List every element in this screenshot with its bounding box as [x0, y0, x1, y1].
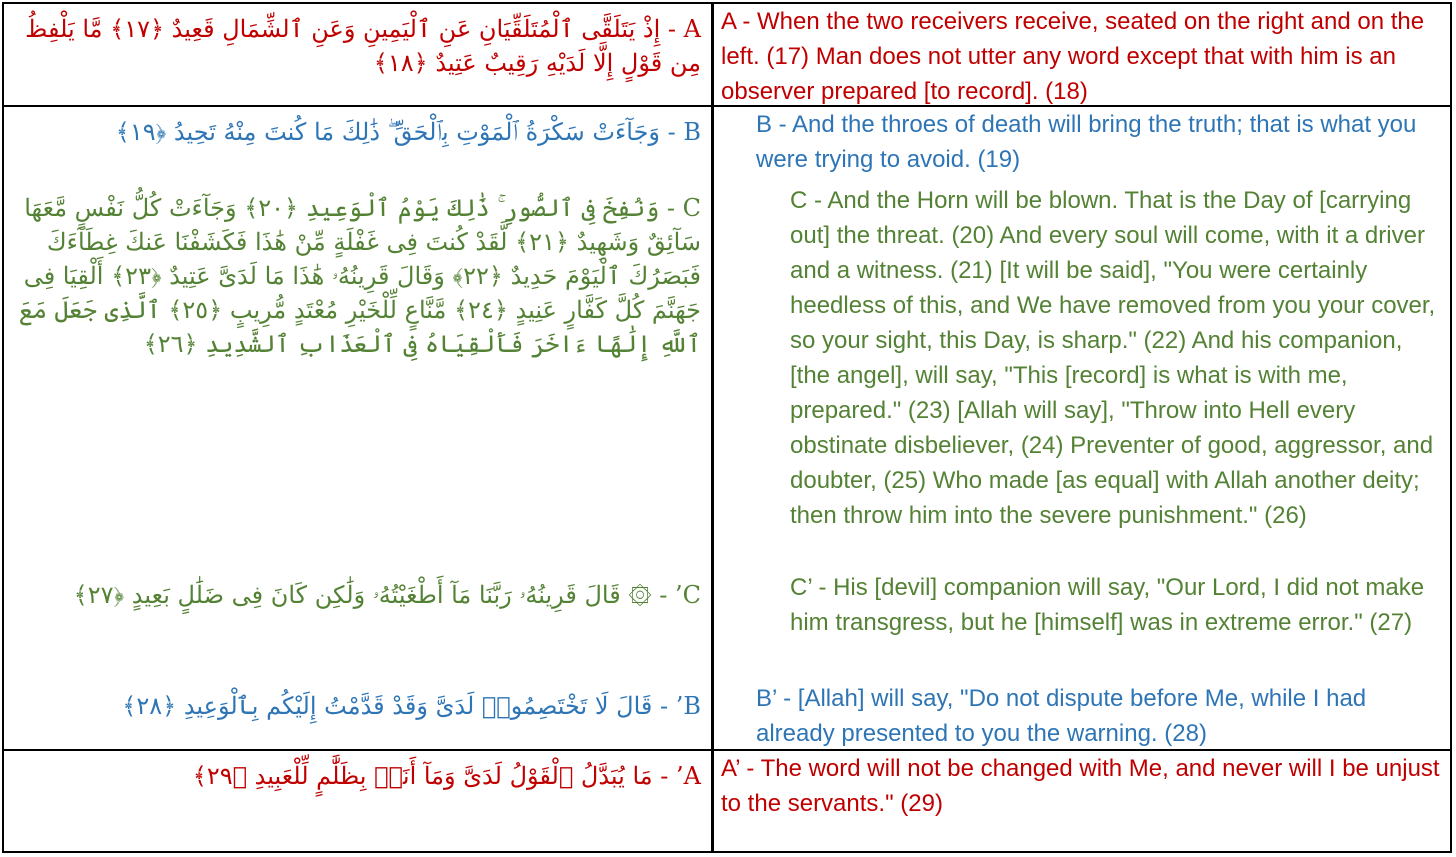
arabic-text-b-prime: B’ - قَالَ لَا تَخْتَصِمُوا۟ لَدَىَّ وَقَدْ قَدَّمْتُ إِلَيْكُم بِٱلْوَعِيدِ ﴿٢٨﴾ [122, 692, 701, 720]
english-cell-c-prime [714, 570, 1450, 681]
english-text-a: A - When the two receivers receive, seated on the right and on the left. (17) Man does not utter any word except that with him is an observer prepared [to record]. (18) [721, 8, 1425, 105]
english-text-b-prime: B’ - [Allah] will say, "Do not dispute before Me, while I had already presented to you the warning. (28) [756, 685, 1367, 747]
arabic-text-c: C - وَنُفِخَ فِى ٱلصُّورِ ۚ ذَٰلِكَ يَوْمُ ٱلْوَعِيدِ ﴿٢٠﴾ وَجَآءَتْ كُلُّ نَفْسٍ مَّعَهَا سَآئِقٌ وَشَهِيدٌ ﴿٢١﴾ لَّقَدْ كُنتَ فِى غَفْلَةٍ مِّنْ هَٰذَا فَكَشَفْنَا عَنكَ غِطَآءَكَ فَبَصَرُكَ ٱلْيَوْمَ حَدِيدٌ ﴿٢٢﴾ وَقَالَ قَرِينُهُۥ هَٰذَا مَا لَدَىَّ عَتِيدٌ ﴿٢٣﴾ أَلْقِيَا فِى جَهَنَّمَ كُلَّ كَفَّارٍ عَنِيدٍ ﴿٢٤﴾ مَّنَّاعٍ لِّلْخَيْرِ مُعْتَدٍ مُّرِيبٍ ﴿٢٥﴾ ٱلَّذِى جَعَلَ مَعَ ٱللَّهِ إِلَٰهًا ءَاخَرَ فَأَلْقِيَاهُ فِى ٱلْعَذَابِ ٱلشَّدِيدِ ﴿٢٦﴾ [18, 194, 701, 358]
arabic-text-c-prime: C’ - ۞ قَالَ قَرِينُهُۥ رَبَّنَا مَآ أَطْغَيْتُهُۥ وَلَٰكِن كَانَ فِى ضَلَٰلٍ بَعِيدٍ ﴿٢٧﴾ [73, 581, 701, 609]
arabic-cell-a-prime [4, 751, 714, 851]
chiasm-table [2, 2, 1452, 853]
english-cell-c [714, 183, 1450, 570]
arabic-text-a-prime: A’ - مَا يُبَدَّلُ ٱلْقَوْلُ لَدَىَّ وَمَآ أَنَا۠ بِظَلَّٰمٍ لِّلْعَبِيدِ ﴿٢٩﴾ [192, 762, 701, 790]
english-text-c: C - And the Horn will be blown. That is the Day of [carrying out] the threat. (20) And every soul will come, with it a driver and a witness. (21) [It will be said], "You were certainly heedless of this, and We have removed from you your cover, so your sight, this Day, is sharp." (22) And his companion, [the angel], will say, "This [record] is what is with me, prepared." (23) [Allah will say], "Throw into Hell every obstinate disbeliever, (24) Preventer of good, aggressor, and doubter, (25) Who made [as equal] with Allah another deity; then throw him into the severe punishment." (26) [790, 187, 1436, 529]
arabic-cell-a [4, 4, 714, 107]
arabic-cell-c [4, 183, 714, 570]
english-cell-a-prime [714, 751, 1450, 851]
english-text-b: B - And the throes of death will bring the truth; that is what you were trying to avoid. (19) [756, 111, 1417, 173]
arabic-cell-b [4, 107, 714, 183]
english-cell-a [714, 4, 1450, 107]
english-text-c-prime: C’ - His [devil] companion will say, "Our Lord, I did not make him transgress, but he [himself] was in extreme error." (27) [790, 574, 1425, 636]
english-cell-b-prime [714, 681, 1450, 751]
english-text-a-prime: A’ - The word will not be changed with Me, and never will I be unjust to the servants." (29) [721, 755, 1440, 817]
arabic-cell-c-prime [4, 570, 714, 681]
arabic-text-b: B - وَجَآءَتْ سَكْرَةُ ٱلْمَوْتِ بِٱلْحَقِّ ۖ ذَٰلِكَ مَا كُنتَ مِنْهُ تَحِيدُ ﴿١٩﴾ [115, 118, 701, 146]
arabic-cell-b-prime [4, 681, 714, 751]
arabic-text-a: A - إِذْ يَتَلَقَّى ٱلْمُتَلَقِّيَانِ عَنِ ٱلْيَمِينِ وَعَنِ ٱلشِّمَالِ قَعِيدٌ ﴿١٧﴾ مَّا يَلْفِظُ مِن قَوْلٍ إِلَّا لَدَيْهِ رَقِيبٌ عَتِيدٌ ﴿١٨﴾ [25, 15, 701, 77]
english-cell-b [714, 107, 1450, 183]
